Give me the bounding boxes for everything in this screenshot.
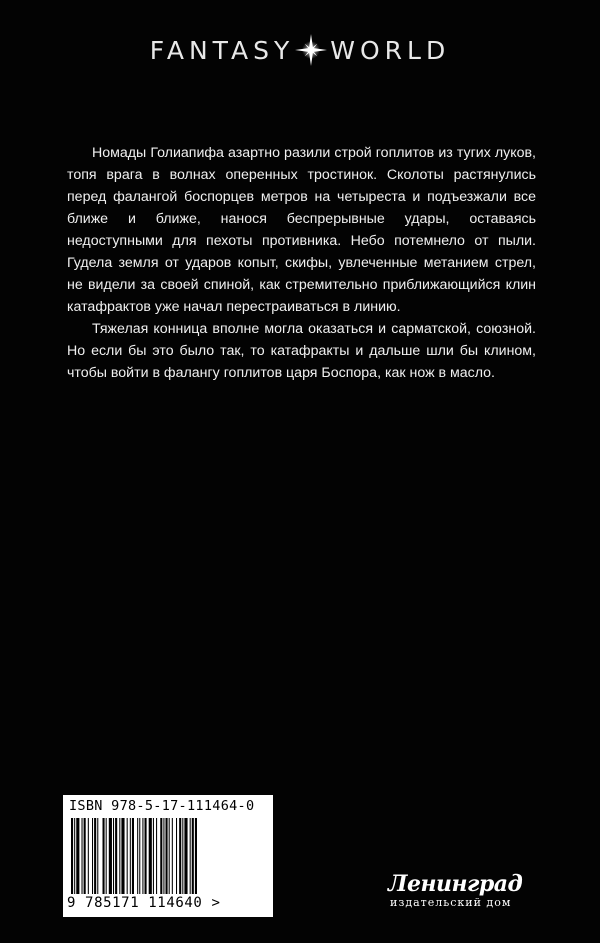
barcode-bar bbox=[182, 818, 183, 894]
barcode-bar bbox=[88, 818, 89, 894]
isbn-label: ISBN 978-5-17-111464-0 bbox=[69, 798, 255, 814]
barcode-bar bbox=[103, 818, 105, 894]
barcode-bar bbox=[142, 818, 143, 894]
barcode-bar bbox=[84, 818, 86, 894]
barcode-bar bbox=[121, 818, 124, 894]
barcode-bar bbox=[115, 818, 117, 894]
barcode-bar bbox=[172, 818, 173, 894]
barcode-bar bbox=[149, 818, 152, 894]
barcode-bar bbox=[184, 818, 187, 894]
blurb-paragraph-2: Тяжелая конница вполне могла оказаться и сарматской, союзной. Но если бы это было так, то катафракты и дальше шли бы клином, чтобы войти в фалангу гоплитов царя Боспора, как нож в масло. bbox=[67, 321, 536, 381]
barcode-bar bbox=[119, 818, 120, 894]
barcode-bar bbox=[92, 818, 93, 894]
barcode-bar bbox=[113, 818, 114, 894]
barcode-bar bbox=[71, 818, 73, 894]
publisher-subtitle: издательский дом bbox=[390, 896, 512, 909]
barcode-digits: 9 785171 114640 > bbox=[67, 895, 221, 911]
isbn-barcode bbox=[63, 795, 273, 917]
barcode-bar bbox=[97, 818, 98, 894]
barcode-bar bbox=[76, 818, 79, 894]
barcode-bar bbox=[145, 818, 147, 894]
barcode-bar bbox=[127, 818, 128, 894]
sparkle-star-icon bbox=[294, 33, 328, 67]
barcode-bar bbox=[137, 818, 138, 894]
barcode-bar bbox=[130, 818, 131, 894]
blurb-paragraph-1: Номады Голиапифа азартно разили строй гоплитов из тугих луков, топя врага в волнах оперенных тростинок. Сколоты растянулись перед фалангой боспорцев метров на четыреста и подъезжали все ближе и ближе, нанося беспрерывные удары, оставаясь недоступными для пехоты противника. Небо потемнело от пыли. Гудела земля от ударов копыт, скифы, увлеченные метанием стрел, не видели за своей спиной, как стремительно приближающийся клин катафрактов уже начал перестраиваться в линию. bbox=[67, 145, 536, 315]
series-word-world: WORLD bbox=[330, 35, 451, 65]
publisher-name: Ленинград bbox=[388, 871, 523, 897]
barcode-bar bbox=[195, 818, 197, 894]
barcode-bar bbox=[176, 818, 177, 894]
barcode-bar bbox=[169, 818, 170, 894]
barcode-bar bbox=[94, 818, 96, 894]
barcode-bar bbox=[160, 818, 162, 894]
barcode-bar bbox=[74, 818, 75, 894]
back-cover-blurb bbox=[67, 142, 536, 384]
barcode-bar bbox=[109, 818, 112, 894]
barcode-bar bbox=[179, 818, 181, 894]
barcode-bar bbox=[190, 818, 191, 894]
publisher-logo bbox=[388, 872, 548, 909]
series-title bbox=[0, 30, 600, 70]
barcode-bar bbox=[106, 818, 107, 894]
barcode-bar bbox=[153, 818, 154, 894]
barcode-bar bbox=[139, 818, 140, 894]
barcode-bar bbox=[192, 818, 194, 894]
barcode-bar bbox=[132, 818, 134, 894]
series-word-fantasy: FANTASY bbox=[149, 35, 295, 65]
barcode-bar bbox=[82, 818, 83, 894]
barcode-bar bbox=[163, 818, 164, 894]
barcode-bar bbox=[156, 818, 157, 894]
barcode-bar bbox=[166, 818, 168, 894]
barcode-bars bbox=[69, 818, 267, 896]
